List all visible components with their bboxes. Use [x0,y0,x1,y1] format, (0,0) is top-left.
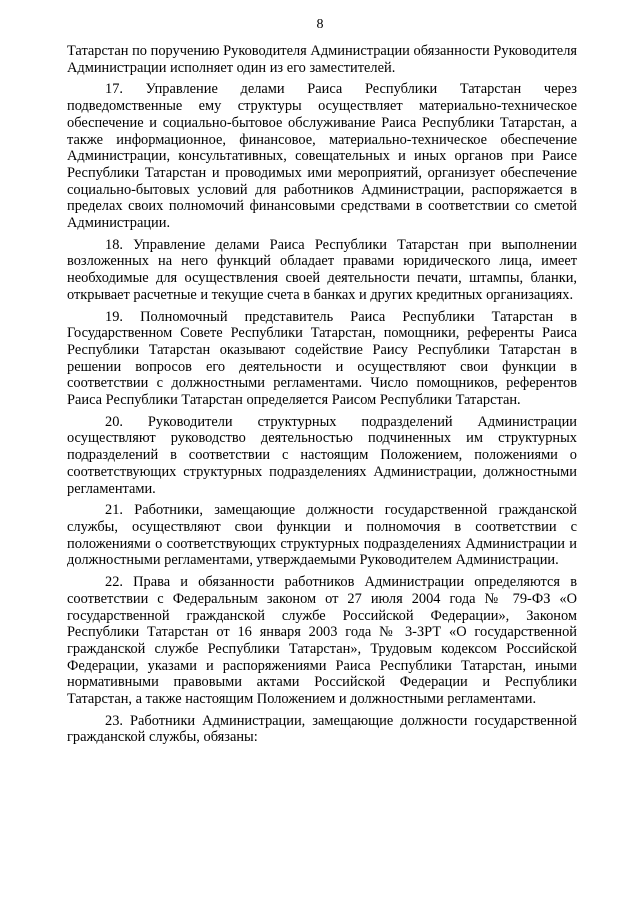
paragraph-continuation: Татарстан по поручению Руководителя Администрации обязанности Руководителя Администрации исполняет один из его заместителей. [67,43,577,76]
paragraph-18: 18. Управление делами Раиса Республики Татарстан при выполнении возложенных на него функций обладает правами юридического лица, имеет необходимые для осуществления своей деятельности печати, штампы, бланки, открывает расчетные и текущие счета в банках и других кредитных организациях. [67,236,577,303]
paragraph-23: 23. Работники Администрации, замещающие должности государственной гражданской службы, обязаны: [67,712,577,746]
page-number: 8 [316,17,324,32]
paragraph-21: 21. Работники, замещающие должности государственной гражданской службы, осуществляют свои функции и полномочия в соответствии с положениями о соответствующих структурных подразделениях Администрации и должностными регламентами, утверждаемыми Руководителем Администрации. [67,502,577,569]
paragraph-22: 22. Права и обязанности работников Администрации определяются в соответствии с Федеральным законом от 27 июля 2004 года № 79-ФЗ «О государственной гражданской службе Российской Федерации», Законом Республики Татарстан от 16 января 2003 года № 3-ЗРТ «О государственной гражданской службе Республики Татарстан», Трудовым кодексом Российской Федерации, указами и распоряжениями Раиса Республики Татарстан, иными нормативными правовыми актами Российской Федерации и Республики Татарстан, а также настоящим Положением и должностными регламентами. [67,574,577,708]
document-body [67,43,577,746]
paragraph-19: 19. Полномочный представитель Раиса Республики Татарстан в Государственном Совете Республики Татарстан, помощники, референты Раиса Республики Татарстан оказывают содействие Раису Республики Татарстан в решении вопросов его деятельности и осуществляют свои функции в соответствии с должностными регламентами. Число помощников, референтов Раиса Республики Татарстан определяется Раисом Республики Татарстан. [67,308,577,409]
paragraph-20: 20. Руководители структурных подразделений Администрации осуществляют руководство деятельностью подчиненных им структурных подразделений в соответствии с настоящим Положением, положениями о соответствующих структурных подразделениях Администрации, должностными регламентами. [67,413,577,497]
paragraph-17: 17. Управление делами Раиса Республики Татарстан через подведомственные ему структуры осуществляет материально-техническое обеспечение и социально-бытовое обслуживание Раиса Республики Татарстан, а также информационное, финансовое, материально-техническое обеспечение Администрации, консультативных, совещательных и иных органов при Раисе Республики Татарстан и проводимых ими мероприятий, организует обеспечение социально-бытовых условий для работников Администрации, распоряжается в пределах своих полномочий финансовыми средствами в соответствии со сметой Администрации. [67,81,577,232]
